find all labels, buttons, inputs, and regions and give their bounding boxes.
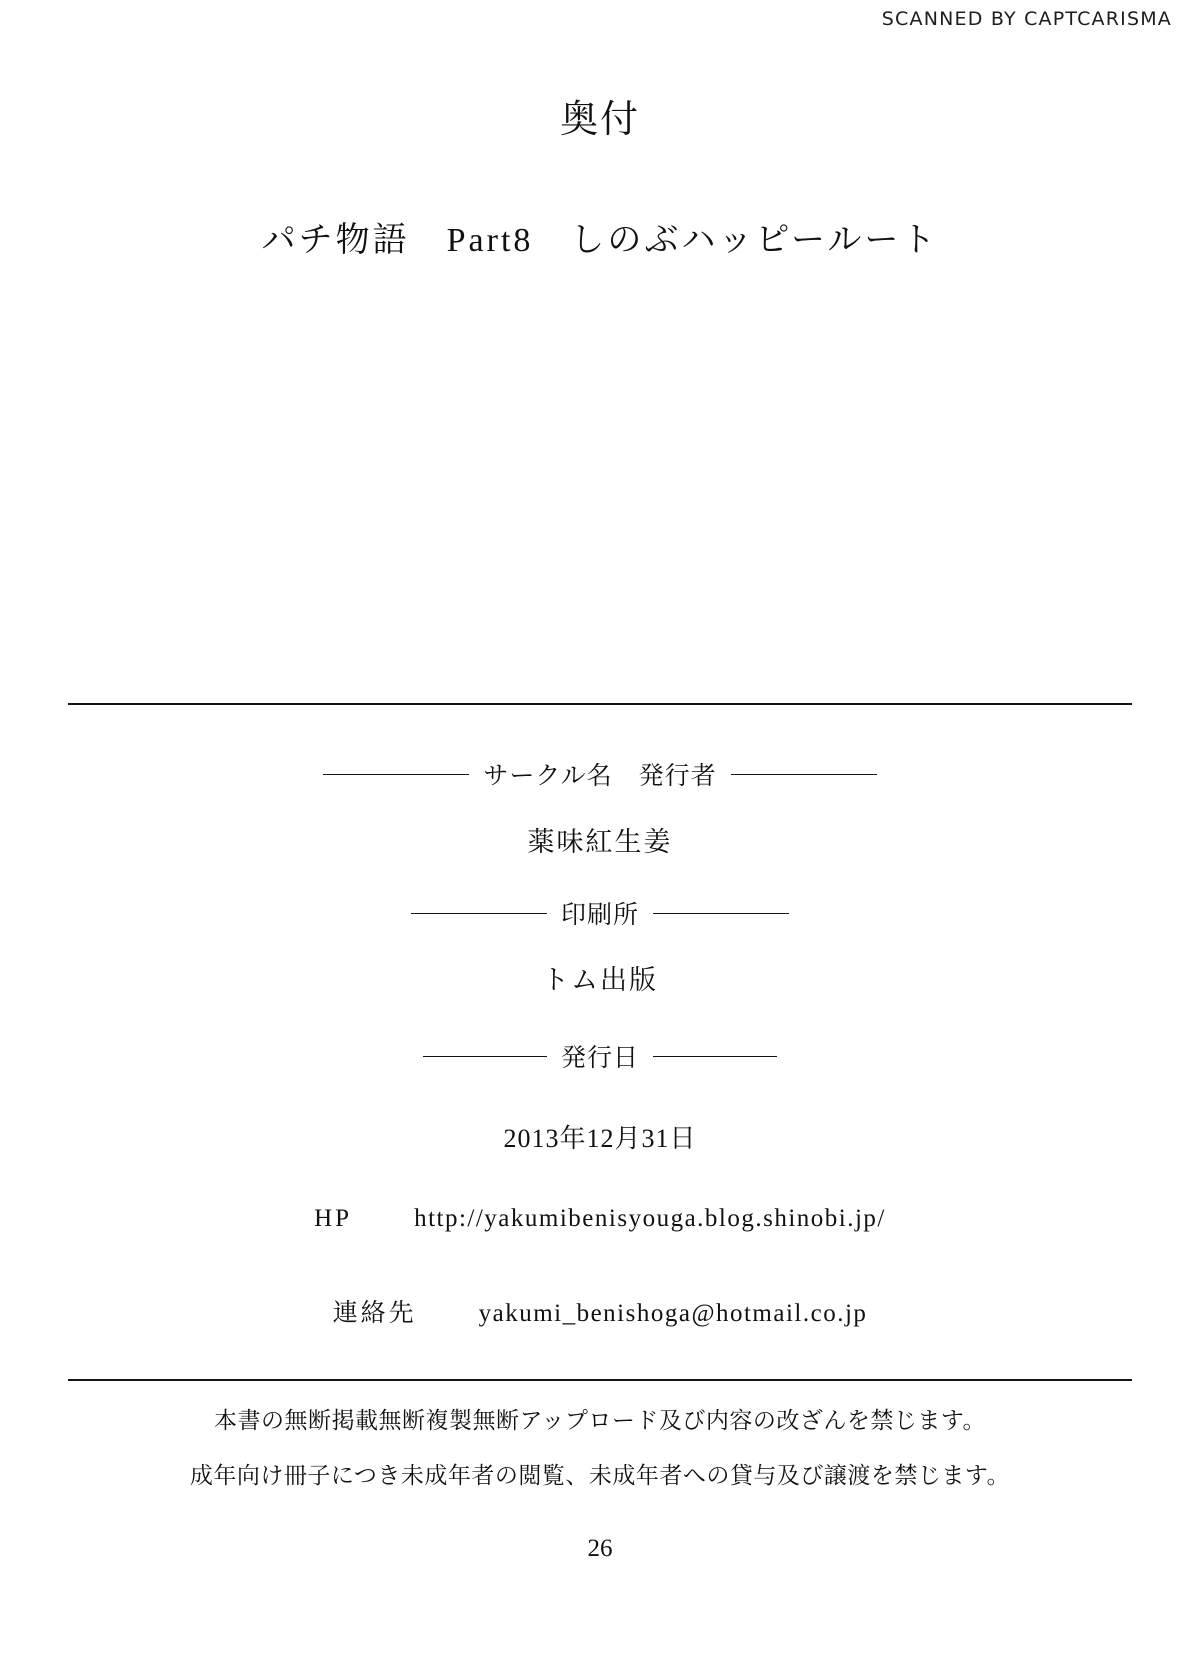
divider-top (68, 703, 1132, 705)
contact-label: 連絡先 (332, 1300, 417, 1327)
dash-right-decoration (653, 1056, 777, 1057)
notice-line-2: 成年向け冊子につき未成年者の閲覧、未成年者への貸与及び譲渡を禁じます。 (189, 1463, 1011, 1488)
dash-right-decoration (653, 913, 789, 914)
circle-name-label-text: サークル名 発行者 (483, 763, 717, 790)
homepage-label: HP (314, 1205, 353, 1232)
dash-left-decoration (423, 1056, 547, 1057)
contact-email[interactable]: yakumi_benishoga@hotmail.co.jp (478, 1300, 868, 1327)
publish-date-label (0, 1038, 1200, 1074)
dash-left-decoration (411, 913, 547, 914)
printer-label (0, 895, 1200, 931)
circle-name-value: 薬味紅生姜 (527, 827, 673, 857)
dash-left-decoration (323, 774, 469, 775)
notice-line-1: 本書の無断掲載無断複製無断アップロード及び内容の改ざんを禁じます。 (213, 1408, 987, 1433)
printer-value: トム出版 (542, 965, 658, 995)
scan-credit-watermark: SCANNED BY CAPTCARISMA (881, 8, 1172, 30)
page-title: 奥付 (559, 99, 640, 141)
dash-right-decoration (731, 774, 877, 775)
homepage-row (0, 1205, 1200, 1233)
divider-bottom (68, 1379, 1132, 1381)
printer-label-text: 印刷所 (560, 902, 639, 929)
work-title: パチ物語 Part8 しのぶハッピールート (261, 222, 939, 259)
publish-date-value: 2013年12月31日 (503, 1124, 697, 1153)
circle-name-label (0, 756, 1200, 792)
homepage-url[interactable]: http://yakumibenisyouga.blog.shinobi.jp/ (414, 1205, 886, 1232)
publish-date-label-text: 発行日 (560, 1045, 639, 1072)
contact-row (0, 1293, 1200, 1329)
page-number: 26 (587, 1535, 613, 1562)
